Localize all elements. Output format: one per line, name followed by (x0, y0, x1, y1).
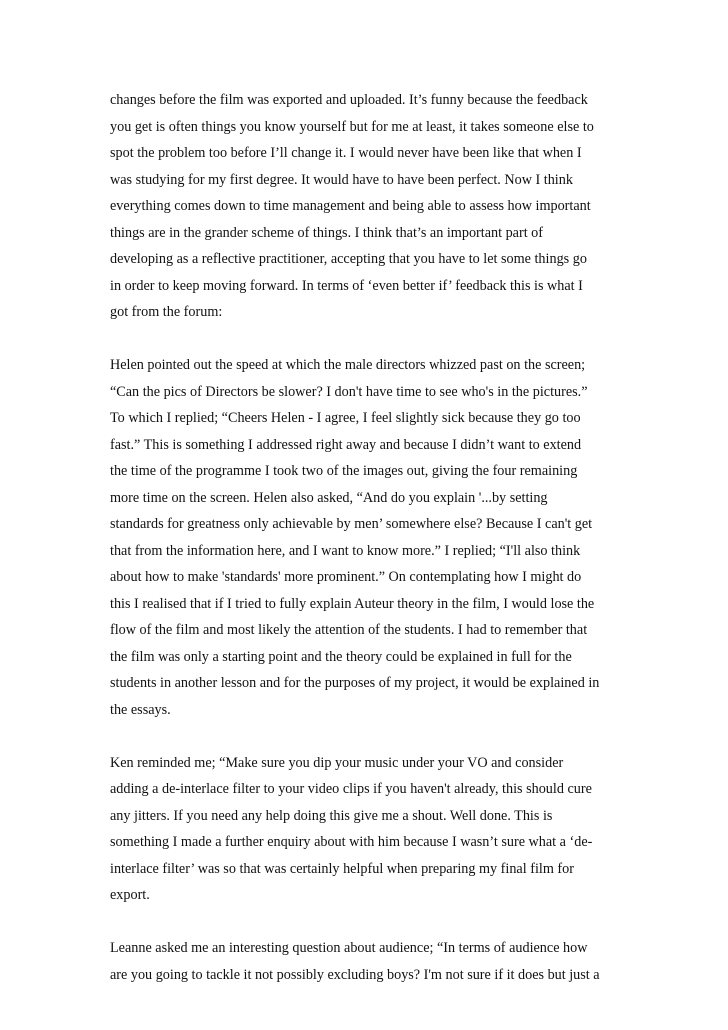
text-line: the film was only a starting point and the theory could be explained in full for the (110, 648, 572, 665)
text-line: adding a de-interlace filter to your video clips if you haven't already, this should cure (110, 781, 592, 797)
text-line: that from the information here, and I want to know more.” I replied; “I'll also think (110, 542, 581, 559)
text-line: in order to keep moving forward. In terms of ‘even better if’ feedback this is what I (110, 277, 583, 294)
paragraph (110, 750, 630, 909)
text-line: the essays. (110, 701, 171, 718)
text-line: you get is often things you know yourself but for me at least, it takes someone else to (110, 118, 594, 135)
paragraph (110, 352, 630, 723)
text-line: developing as a reflective practitioner, accepting that you have to let some things go (110, 251, 587, 267)
text-line: spot the problem too before I’ll change it. I would never have been like that when I (110, 145, 582, 161)
paragraph (110, 935, 630, 988)
text-line: this I realised that if I tried to fully explain Auteur theory in the film, I would lose the (110, 595, 595, 612)
text-line: “Can the pics of Directors be slower? I don't have time to see who's in the pictures.” (110, 383, 588, 400)
text-line: are you going to tackle it not possibly excluding boys? I'm not sure if it does but just a (110, 966, 600, 983)
text-line: To which I replied; “Cheers Helen - I agree, I feel slightly sick because they go too (110, 410, 581, 426)
text-line: standards for greatness only achievable by men’ somewhere else? Because I can't get (110, 516, 593, 532)
text-line: fast.” This is something I addressed right away and because I didn’t want to extend (110, 436, 582, 453)
paragraph-spacer (110, 723, 630, 750)
text-line: students in another lesson and for the purposes of my project, it would be explained in (110, 675, 600, 691)
text-line: Helen pointed out the speed at which the male directors whizzed past on the screen; (110, 357, 586, 373)
text-line: everything comes down to time management and being able to assess how important (110, 198, 591, 214)
text-line: Ken reminded me; “Make sure you dip your music under your VO and consider (110, 754, 564, 771)
text-line: something I made a further enquiry about with him because I wasn’t sure what a ‘de- (110, 834, 593, 850)
text-line: about how to make 'standards' more prominent.” On contemplating how I might do (110, 569, 582, 585)
text-line: the time of the programme I took two of the images out, giving the four remaining (110, 463, 578, 479)
text-line: more time on the screen. Helen also asked, “And do you explain '...by setting (110, 489, 548, 506)
text-line: any jitters. If you need any help doing this give me a shout. Well done. This is (110, 807, 553, 824)
document-page (110, 87, 630, 988)
text-line: things are in the grander scheme of things. I think that’s an important part of (110, 224, 544, 241)
text-line: changes before the film was exported and uploaded. It’s funny because the feedback (110, 92, 588, 108)
text-line: Leanne asked me an interesting question about audience; “In terms of audience how (110, 940, 588, 956)
text-line: got from the forum: (110, 304, 223, 320)
paragraph-spacer (110, 909, 630, 936)
text-line: interlace filter’ was so that was certainly helpful when preparing my final film for (110, 860, 574, 877)
paragraph-spacer (110, 326, 630, 353)
text-line: export. (110, 887, 150, 903)
text-line: was studying for my first degree. It would have to have been perfect. Now I think (110, 171, 573, 188)
paragraph (110, 87, 630, 326)
text-line: flow of the film and most likely the attention of the students. I had to remember that (110, 622, 588, 638)
